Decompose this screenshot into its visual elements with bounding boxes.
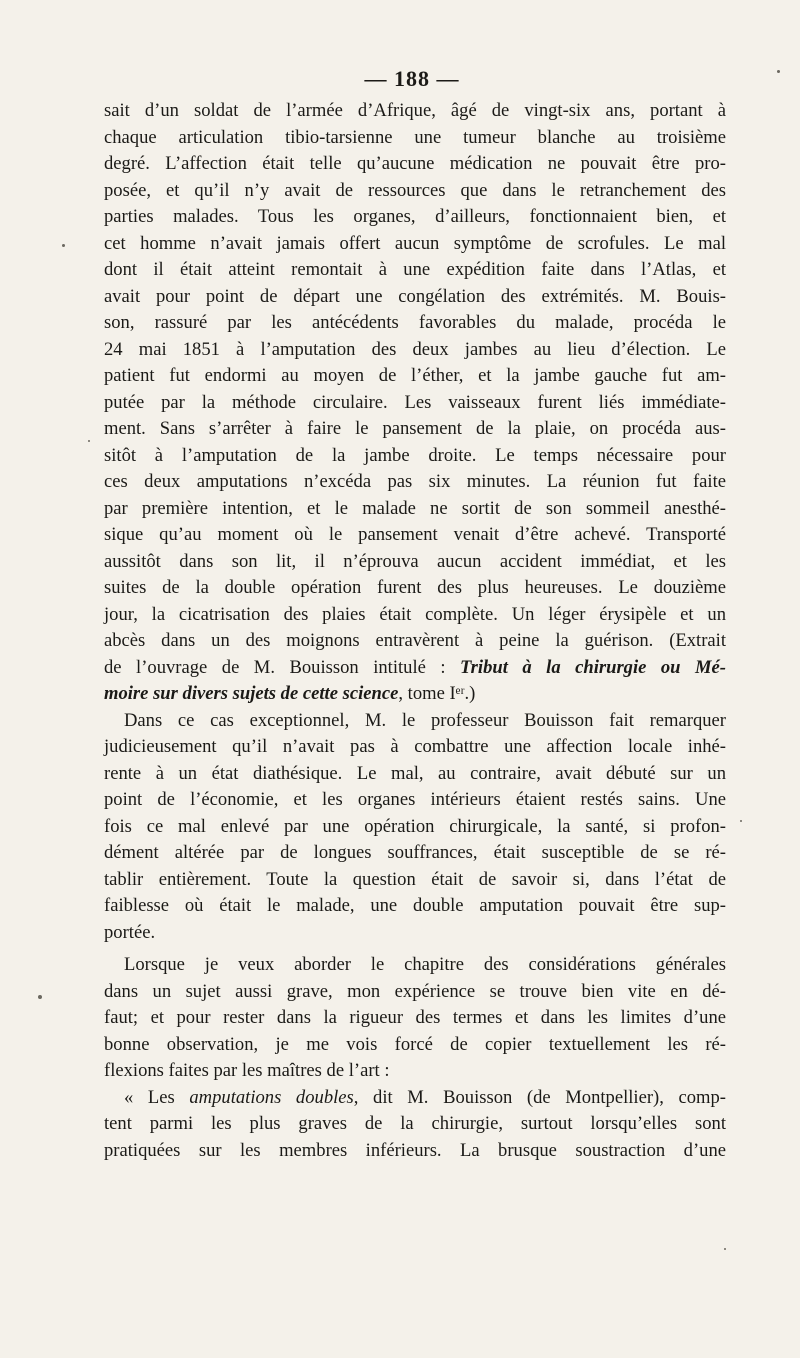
text-line: sait d’un soldat de l’armée d’Afrique, âgé de vingt-six ans, portant à xyxy=(104,100,726,121)
text-line: degré. L’affection était telle qu’aucune médication ne pouvait être pro- xyxy=(104,153,726,174)
text-line: posée, et qu’il n’y avait de ressources que dans le retranchement des xyxy=(104,179,726,201)
text-line: son, rassuré par les antécédents favorables du malade, procéda le xyxy=(104,312,726,333)
text-line: cet homme n’avait jamais offert aucun symptôme de scrofules. Le mal xyxy=(104,232,726,254)
text-line: avait pour point de départ une congélation des extrémités. M. Bouis- xyxy=(104,285,726,307)
page-number: — 188 — xyxy=(364,66,460,91)
text-line: parties malades. Tous les organes, d’ailleurs, fonctionnaient bien, et xyxy=(104,206,726,227)
citation-title-part-2: moire sur divers sujets de cette science xyxy=(104,683,399,704)
text-line: Lorsque je veux aborder le chapitre des considérations générales xyxy=(124,954,726,975)
text-line: tent parmi les plus graves de la chirurgie, surtout lorsqu’elles sont xyxy=(104,1113,726,1134)
quote-open: « Les xyxy=(124,1086,190,1108)
text-line: faut; et pour rester dans la rigueur des termes et dans les limites d’une xyxy=(104,1007,726,1028)
text-line: patient fut endormi au moyen de l’éther, et la jambe gauche fut am- xyxy=(104,365,726,386)
body-text xyxy=(104,98,726,1164)
quote-rest: , dit M. Bouisson (de Montpellier), comp- xyxy=(353,1086,726,1108)
text-line: sique qu’au moment où le pansement venait d’être achevé. Transporté xyxy=(104,524,726,545)
text-line: pratiquées sur les membres inférieurs. La brusque soustraction d’une xyxy=(104,1139,726,1161)
text-line: Dans ce cas exceptionnel, M. le professeur Bouisson fait remarquer xyxy=(124,709,726,731)
scan-speck xyxy=(88,440,90,442)
scan-speck xyxy=(740,820,742,822)
text-line: dément altérée par de longues souffrances, était susceptible de se ré- xyxy=(104,842,726,863)
quote-italic-term: amputations doubles xyxy=(189,1086,354,1108)
citation-title-part-1: Tribut à la chirurgie ou Mé- xyxy=(460,656,726,678)
scan-speck xyxy=(38,995,42,999)
text-line: tablir entièrement. Toute la question était de savoir si, dans l’état de xyxy=(104,868,726,890)
citation-suffix: , tome Iᵉʳ.) xyxy=(398,683,476,704)
text-line: sitôt à l’amputation de la jambe droite. Le temps nécessaire pour xyxy=(104,444,726,466)
text-line: chaque articulation tibio-tarsienne une tumeur blanche au troisième xyxy=(104,126,726,148)
paragraph-1 xyxy=(104,98,726,708)
text-line: par première intention, et le malade ne sortit de son sommeil anesthé- xyxy=(104,497,726,519)
text-line: portée. xyxy=(104,921,156,943)
text-line: aussitôt dans son lit, il n’éprouva aucun accident immédiat, et les xyxy=(104,550,726,572)
text-line: flexions faites par les maîtres de l’art : xyxy=(104,1060,390,1081)
citation-line-1 xyxy=(104,655,726,682)
citation-line-2 xyxy=(104,681,726,708)
text-line: suites de la double opération furent des plus heureuses. Le douzième xyxy=(104,577,726,598)
text-line: 24 mai 1851 à l’amputation des deux jambes au lieu d’élection. Le xyxy=(104,338,726,360)
citation-prefix: de l’ouvrage de M. Bouisson intitulé : xyxy=(104,656,461,678)
paragraph-4-quotation xyxy=(104,1085,726,1165)
text-line: ment. Sans s’arrêter à faire le pansement de la plaie, on procéda aus- xyxy=(104,418,726,439)
text-line: putée par la méthode circulaire. Les vaisseaux furent liés immédiate- xyxy=(104,391,726,413)
text-line: rente à un état diathésique. Le mal, au contraire, avait débuté sur un xyxy=(104,762,726,784)
text-line: ces deux amputations n’excéda pas six minutes. La réunion fut faite xyxy=(104,471,726,492)
paragraph-3 xyxy=(104,952,726,1085)
text-line: abcès dans un des moignons entravèrent à peine la guérison. (Extrait xyxy=(104,630,726,651)
text-line: jour, la cicatrisation des plaies était complète. Un léger érysipèle et un xyxy=(104,603,726,625)
text-line: point de l’économie, et les organes intérieurs étaient restés sains. Une xyxy=(104,789,726,810)
text-line: fois ce mal enlevé par une opération chirurgicale, la santé, si profon- xyxy=(104,815,726,837)
text-line: judicieusement qu’il n’avait pas à combattre une affection locale inhé- xyxy=(104,736,726,757)
quote-opening-line xyxy=(104,1085,726,1112)
text-line: dont il était atteint remontait à une expédition faite dans l’Atlas, et xyxy=(104,259,726,280)
text-line: dans un sujet aussi grave, mon expérience se trouve bien vite en dé- xyxy=(104,980,726,1002)
scan-speck xyxy=(62,244,65,247)
text-line: faiblesse où était le malade, une double amputation pouvait être sup- xyxy=(104,895,726,916)
text-line: bonne observation, je me vois forcé de copier textuellement les ré- xyxy=(104,1033,726,1055)
scan-speck xyxy=(777,70,780,73)
paragraph-2 xyxy=(104,708,726,947)
scan-speck xyxy=(724,1248,726,1250)
